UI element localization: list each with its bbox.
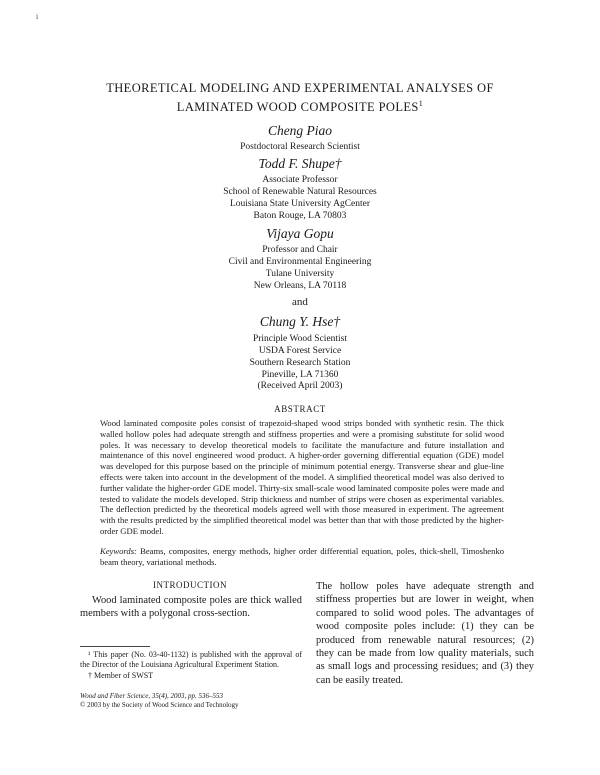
author-affiliation-line: Associate Professor <box>262 175 338 185</box>
author-affiliation-line: New Orleans, LA 70118 <box>253 281 347 291</box>
footnotes <box>80 650 302 682</box>
paper-title-line-2 <box>60 96 540 115</box>
author-block-3 <box>60 226 540 292</box>
abstract-heading: ABSTRACT <box>274 404 326 414</box>
author-affiliation-line: Pineville, LA 71360 <box>261 370 339 380</box>
footnote-rule <box>80 646 150 647</box>
author-affiliation-line: Tulane University <box>265 269 335 279</box>
author-affiliation-line: USDA Forest Service <box>258 346 342 356</box>
journal-citation <box>80 692 310 710</box>
author-name: Vijaya Gopu <box>266 226 334 241</box>
footnote-1: ¹ This paper (No. 03-40-1132) is published with the approval of the Director of the Louisiana Agricultural Experiment Station. <box>80 650 302 669</box>
author-block-1 <box>60 123 540 153</box>
and-connector: and <box>292 296 308 308</box>
author-name: Todd F. Shupe† <box>258 156 342 171</box>
introduction-heading: INTRODUCTION <box>153 580 227 590</box>
keywords-label: Keywords: <box>100 546 137 556</box>
paper-title-line-2-text: LAMINATED WOOD COMPOSITE POLES <box>176 100 419 115</box>
author-name: Chung Y. Hse† <box>259 314 341 329</box>
journal-citation-line-2: © 2003 by the Society of Wood Science and Technology <box>80 701 239 709</box>
author-affiliation-line: Southern Research Station <box>249 358 351 368</box>
abstract-body: Wood laminated composite poles consist of trapezoid-shaped wood strips bonded with synthetic resin. The thick walled hollow poles had adequate strength and stiffness properties and were a promising substitute for solid wood poles. It was necessary to develop theoretical models to facilitate the manufacture and future installation and maintenance of this novel engineered wood product. A higher-order governing differential equation (GDE) model was developed for this purpose based on the principle of minimum potential energy. Transverse shear and glue-line effects were taken into account in the development of the model. A simplified theoretical model was also derived to further validate the higher-order GDE model. Thirty-six small-scale wood laminated composite poles were made and tested to validate the models developed. Strip thickness and number of strips were chosen as experimental variables. The deflection predicted by the theoretical models agreed well with those measured in experiment. The agreement with the results predicted by the simplified theoretical model was better than that with those predicted by the higher-order GDE model. <box>100 418 504 536</box>
title-footnote-mark: 1 <box>418 99 424 108</box>
introduction-left-column <box>80 594 302 620</box>
introduction-right-column <box>316 580 534 687</box>
paper-title-line-1: THEORETICAL MODELING AND EXPERIMENTAL ANALYSES OF <box>106 81 494 95</box>
author-name: Cheng Piao <box>267 123 333 138</box>
introduction-left-paragraph: Wood laminated composite poles are thick walled members with a polygonal cross-section. <box>80 595 302 620</box>
received-date: (Received April 2003) <box>257 381 343 391</box>
author-affiliation-line: School of Renewable Natural Resources <box>223 187 377 197</box>
author-block-4 <box>60 314 540 381</box>
author-affiliation: Postdoctoral Research Scientist <box>240 142 360 152</box>
author-affiliation-line: Baton Rouge, LA 70803 <box>253 211 347 221</box>
author-affiliation-line: Louisiana State University AgCenter <box>229 199 371 209</box>
author-affiliation-line: Professor and Chair <box>262 245 338 255</box>
journal-citation-line-1: Wood and Fiber Science, 35(4), 2003, pp. 536–553 <box>80 692 224 700</box>
keywords-text: Beams, composites, energy methods, higher order differential equation, poles, thick-shell, Timoshenko beam theory, variational methods. <box>100 546 504 567</box>
footnote-2: † Member of SWST <box>88 671 154 680</box>
author-affiliation-line: Principle Wood Scientist <box>252 334 348 344</box>
author-block-2 <box>60 156 540 222</box>
corner-mark: i <box>36 12 39 21</box>
keywords <box>100 546 504 568</box>
author-affiliation-line: Civil and Environmental Engineering <box>228 257 372 267</box>
introduction-right-paragraph: The hollow poles have adequate strength and stiffness properties but are lower in weight, when compared to solid wood poles. The advantages of wood composite poles include: (1) they can be produced from renewable natural resources; (2) they can be made from low quality materials, such as small logs and processing residues; and (3) they can be easily treated. <box>316 581 534 686</box>
